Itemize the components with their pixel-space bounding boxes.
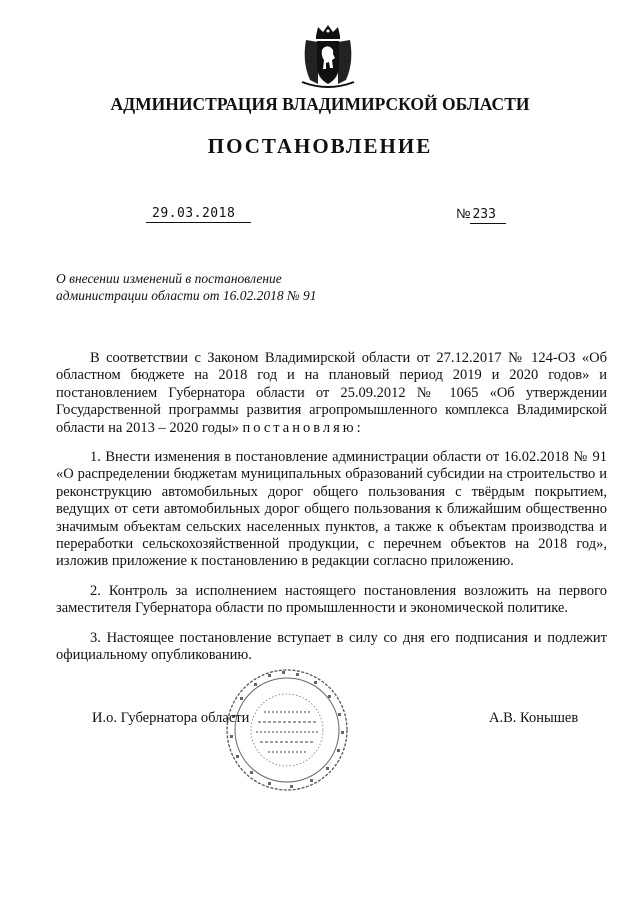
subject-line-2: администрации области от 16.02.2018 № 91 [56, 288, 317, 303]
document-number [456, 206, 506, 222]
decree-word: постановляю: [242, 419, 364, 436]
number-value: 233 [470, 207, 505, 224]
number-prefix: № [456, 206, 471, 221]
seal-icon [224, 667, 350, 793]
document-date: 29.03.2018 [146, 206, 251, 223]
document-subject [56, 270, 356, 304]
signatory-title: И.о. Губернатора области [92, 710, 250, 726]
preamble-paragraph [56, 350, 607, 437]
preamble-text: В соответствии с Законом Владимирской области от 27.12.2017 № 124-ОЗ «Об областном бюджете на 2018 год и на плановый период 2019 и 2020 годов» и постановлением Губернатора области от 25.09.2012 № 1065 «Об утверждении Государственной программы развития агропромышленного комплекса Владимирской области на 2013 – 2020 годы» [56, 350, 607, 436]
document-type-title: ПОСТАНОВЛЕНИЕ [207, 134, 433, 158]
item-3-paragraph: 3. Настоящее постановление вступает в силу со дня его подписания и подлежит официальному опубликованию. [56, 629, 607, 664]
coat-of-arms-icon [300, 22, 356, 88]
item-2-paragraph: 2. Контроль за исполнением настоящего постановления возложить на первого заместителя Губернатора области по промышленности и экономической политике. [56, 582, 607, 617]
coat-of-arms-emblem [300, 22, 356, 88]
organization-title: АДМИНИСТРАЦИЯ ВЛАДИМИРСКОЙ ОБЛАСТИ [110, 94, 530, 114]
signatory-name: А.В. Конышев [489, 710, 579, 726]
official-seal-stamp [224, 667, 350, 793]
document-body [56, 350, 607, 677]
subject-line-1: О внесении изменений в постановление [56, 271, 282, 286]
item-1-paragraph: 1. Внести изменения в постановление администрации области от 16.02.2018 № 91 «О распределении бюджетам муниципальных образований субсидии на строительство и реконструкцию автомобильных дорог общего пользования с твёрдым покрытием, ведущих от сети автомобильных дорог общего пользования к ближайшим общественно значимым объектам сельских населенных пунктов, а также к объектам производства и переработки сельскохозяйственной продукции, с перечнем объектов на 2018 год», изложив приложение к постановлению в редакции согласно приложению. [56, 449, 607, 570]
